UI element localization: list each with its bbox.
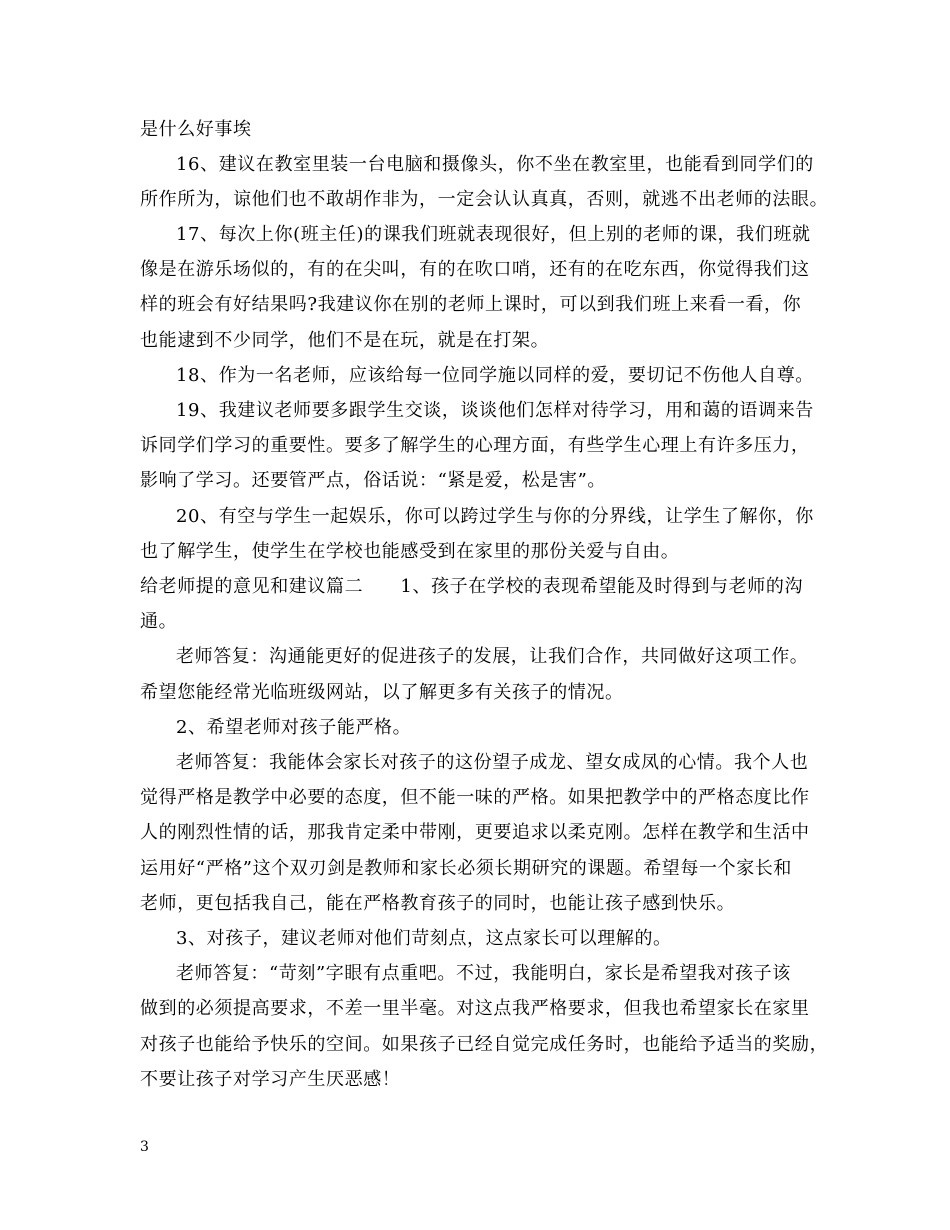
text-line: 老师答复：沟通能更好的促进孩子的发展，让我们合作，共同做好这项工作。	[176, 646, 809, 667]
text-line: 通。	[140, 611, 178, 632]
text-line: 人的刚烈性情的话，那我肯定柔中带刚，更要追求以柔克刚。怎样在教学和生活中	[140, 822, 810, 843]
text-line: 20、有空与学生一起娱乐，你可以跨过学生与你的分界线，让学生了解你，你	[176, 506, 814, 527]
text-line: 19、我建议老师要多跟学生交谈，谈谈他们怎样对待学习，用和蔼的语调来告	[176, 400, 814, 421]
text-line: 老师答复：“苛刻”字眼有点重吧。不过，我能明白，家长是希望我对孩子该	[176, 963, 791, 984]
page-number: 3	[140, 1139, 149, 1155]
text-line: 也了解学生，使学生在学校也能感受到在家里的那份关爱与自由。	[140, 541, 680, 562]
text-line: 运用好“严格”这个双刃剑是教师和家长必须长期研究的课题。希望每一个家长和	[140, 858, 793, 879]
text-line: 对孩子也能给予快乐的空间。如果孩子已经自觉完成任务时，也能给予适当的奖励，	[140, 1034, 829, 1055]
text-line: 样的班会有好结果吗?我建议你在别的老师上课时，可以到我们班上来看一看，你	[140, 294, 802, 315]
text-line: 18、作为一名老师，应该给每一位同学施以同样的爱，要切记不伤他人自尊。	[176, 365, 814, 386]
text-line: 16、建议在教室里装一台电脑和摄像头，你不坐在教室里，也能看到同学们的	[176, 154, 814, 175]
text-line: 3、对孩子，建议老师对他们苛刻点，这点家长可以理解的。	[176, 928, 672, 949]
text-line: 老师，更包括我自己，能在严格教育孩子的同时，也能让孩子感到快乐。	[140, 893, 736, 914]
text-line: 觉得严格是教学中必要的态度，但不能一味的严格。如果把教学中的严格态度比作	[140, 787, 810, 808]
text-line: 2、希望老师对孩子能严格。	[176, 717, 412, 738]
text-line: 像是在游乐场似的，有的在尖叫，有的在吹口哨，还有的在吃东西，你觉得我们这	[140, 259, 810, 280]
text-line: 做到的必须提高要求，不差一里半毫。对这点我严格要求，但我也希望家长在家里	[140, 998, 810, 1019]
text-line: 不要让孩子对学习产生厌恶感！	[140, 1069, 401, 1090]
text-line: 17、每次上你(班主任)的课我们班就表现很好，但上别的老师的课，我们班就	[176, 224, 811, 245]
text-line: 老师答复：我能体会家长对孩子的这份望子成龙、望女成凤的心情。我个人也	[176, 752, 809, 773]
text-line: 诉同学们学习的重要性。要多了解学生的心理方面，有些学生心理上有许多压力，	[140, 435, 810, 456]
text-line: 是什么好事埃	[140, 119, 252, 140]
text-line: 希望您能经常光临班级网站，以了解更多有关孩子的情况。	[140, 682, 624, 703]
text-line: 也能逮到不少同学，他们不是在玩，就是在打架。	[140, 330, 550, 351]
text-line: 所作所为，谅他们也不敢胡作非为，一定会认认真真，否则，就逃不出老师的法眼。	[140, 189, 829, 210]
section-heading-line: 给老师提的意见和建议篇二 1、孩子在学校的表现希望能及时得到与老师的沟	[140, 576, 804, 597]
text-line: 影响了学习。还要管严点，俗话说：“紧是爱，松是害”。	[140, 470, 607, 491]
